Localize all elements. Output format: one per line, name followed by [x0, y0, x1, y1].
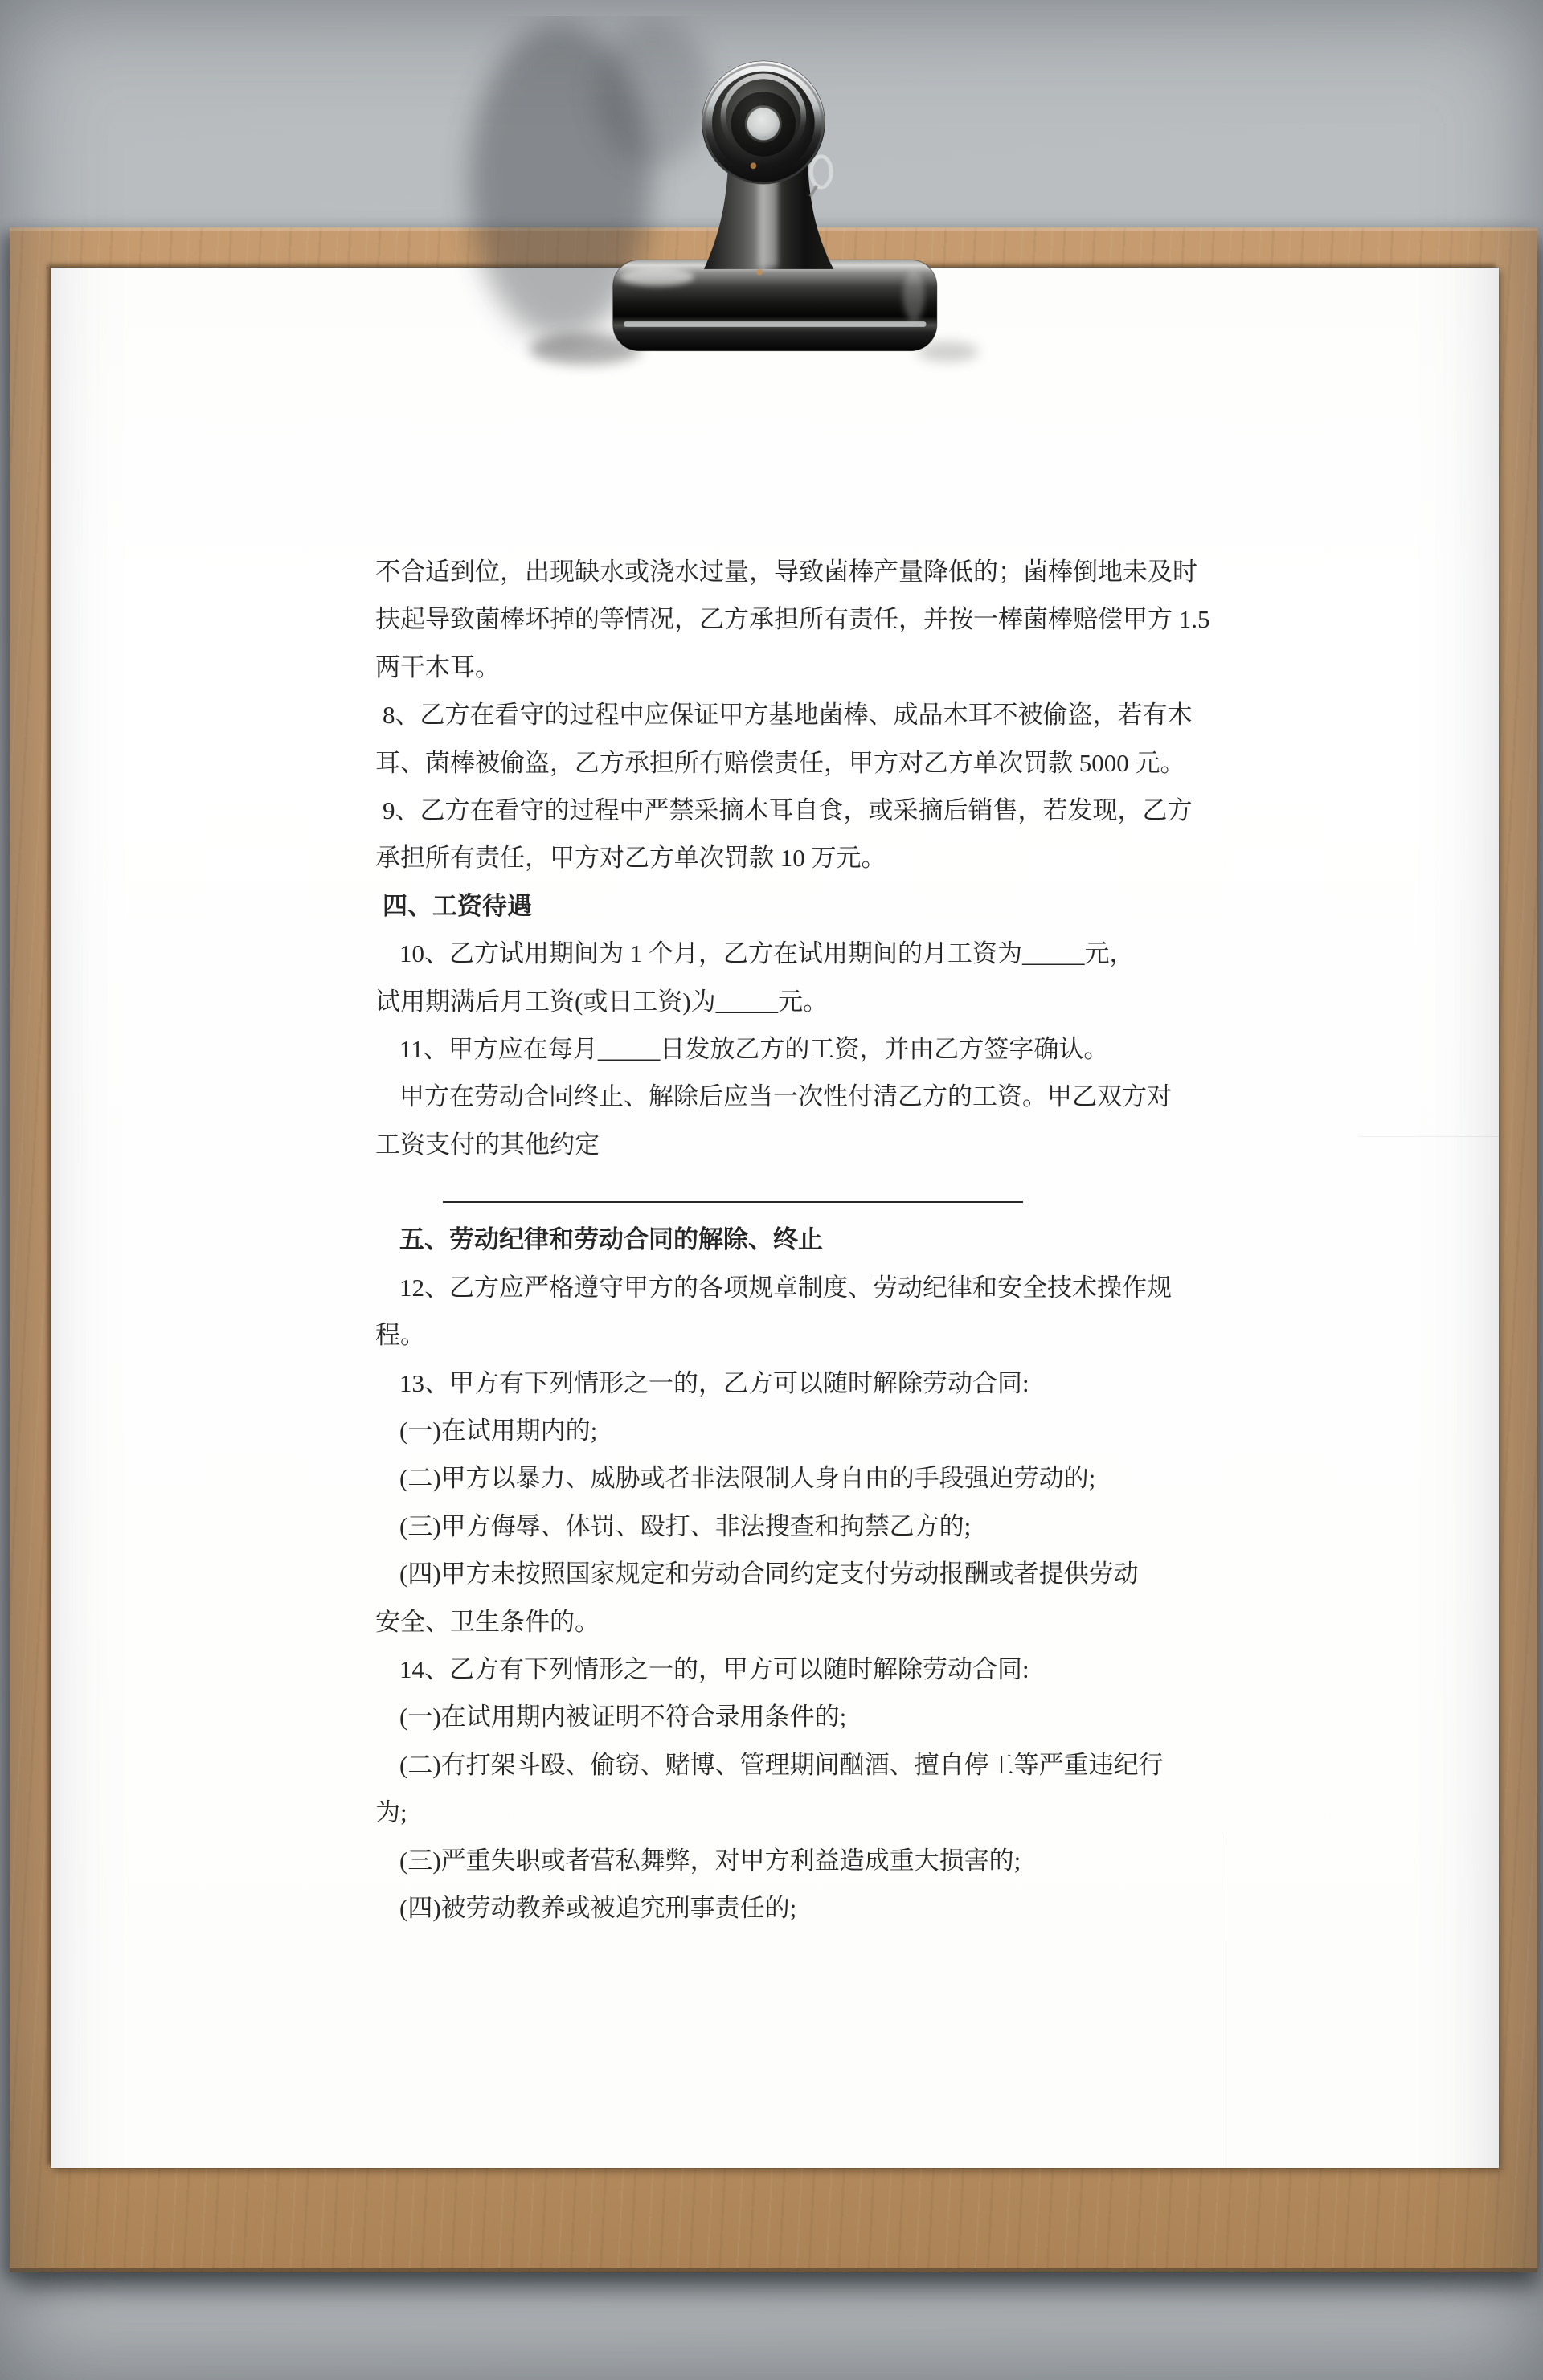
clip-wire-stem — [810, 186, 817, 196]
document-line: 工资支付的其他约定 — [375, 1130, 600, 1159]
clip-glint-dot-coil — [751, 162, 757, 169]
document-line: 试用期满后月工资(或日工资)为_____元。 — [375, 987, 829, 1016]
separator-line — [375, 1168, 1215, 1216]
document-line: 不合适到位，出现缺水或浇水过量，导致菌棒产量降低的；菌棒倒地未及时 — [375, 558, 1197, 586]
document-line: (二)有打架斗殴、偷窃、赌博、管理期间酗酒、擅自停工等严重违纪行 — [399, 1750, 1164, 1779]
clip-coil-hole — [747, 108, 780, 140]
document-line: (二)甲方以暴力、威胁或者非法限制人身自由的手段强迫劳动的; — [399, 1464, 1096, 1493]
clip-bar-highlight — [620, 268, 694, 286]
document-line: 四、工资待遇 — [383, 891, 532, 920]
document-line: 14、乙方有下列情形之一的，甲方可以随时解除劳动合同: — [399, 1654, 1029, 1683]
document-line: (一)在试用期内被证明不符合录用条件的; — [399, 1703, 847, 1732]
clip-bar-endcap-highlight — [903, 269, 925, 321]
document-line: (四)甲方未按照国家规定和劳动合同约定支付劳动报酬或者提供劳动 — [399, 1560, 1139, 1589]
clipboard-board — [10, 227, 1537, 2272]
clip-glint-dot-bar — [756, 269, 763, 276]
document-line: 两干木耳。 — [375, 652, 500, 681]
document-line: 五、劳动纪律和劳动合同的解除、终止 — [399, 1225, 823, 1254]
document-line: 12、乙方应严格遵守甲方的各项规章制度、劳动纪律和安全技术操作规 — [399, 1273, 1172, 1302]
document-line: 耳、菌棒被偷盗，乙方承担所有赔偿责任，甲方对乙方单次罚款 5000 元。 — [375, 748, 1185, 777]
contract-page — [51, 268, 1499, 2168]
document-line: 承担所有责任，甲方对乙方单次罚款 10 万元。 — [375, 844, 886, 873]
clip-wire-loop — [811, 157, 831, 187]
document-line: 安全、卫生条件的。 — [375, 1607, 600, 1636]
document-line: (三)甲方侮辱、体罚、殴打、非法搜查和拘禁乙方的; — [399, 1511, 972, 1540]
paper-crease-horizontal — [1358, 1136, 1499, 1137]
fill-in-rule — [443, 1201, 1023, 1203]
document-line: (三)严重失职或者营私舞弊，对甲方利益造成重大损害的; — [399, 1846, 1021, 1875]
document-line: 10、乙方试用期间为 1 个月，乙方在试用期间的月工资为_____元， — [399, 939, 1135, 968]
document-line: 8、乙方在看守的过程中应保证甲方基地菌棒、成品木耳不被偷盗，若有木 — [383, 701, 1193, 730]
document-line: (四)被劳动教养或被追究刑事责任的; — [399, 1893, 797, 1922]
document-line: 扶起导致菌棒坏掉的等情况，乙方承担所有责任，并按一棒菌棒赔偿甲方 1.5 — [375, 605, 1210, 634]
document-line: 11、甲方应在每月_____日发放乙方的工资，并由乙方签字确认。 — [399, 1034, 1109, 1063]
document-line: 9、乙方在看守的过程中严禁采摘木耳自食，或采摘后销售，若发现，乙方 — [383, 795, 1193, 824]
clip-wall-shadow-upper — [596, 20, 711, 166]
document-line: 程。 — [375, 1321, 425, 1350]
document-line: (一)在试用期内的; — [399, 1417, 598, 1446]
document-line: 甲方在劳动合同终止、解除后应当一次性付清乙方的工资。甲乙双方对 — [399, 1082, 1172, 1111]
clipboard-clip — [402, 16, 1005, 402]
clip-bar-silver-line — [624, 321, 926, 327]
document-line: 13、甲方有下列情形之一的，乙方可以随时解除劳动合同: — [399, 1368, 1029, 1397]
document-text — [375, 548, 1215, 1932]
document-line: 为; — [375, 1798, 407, 1827]
